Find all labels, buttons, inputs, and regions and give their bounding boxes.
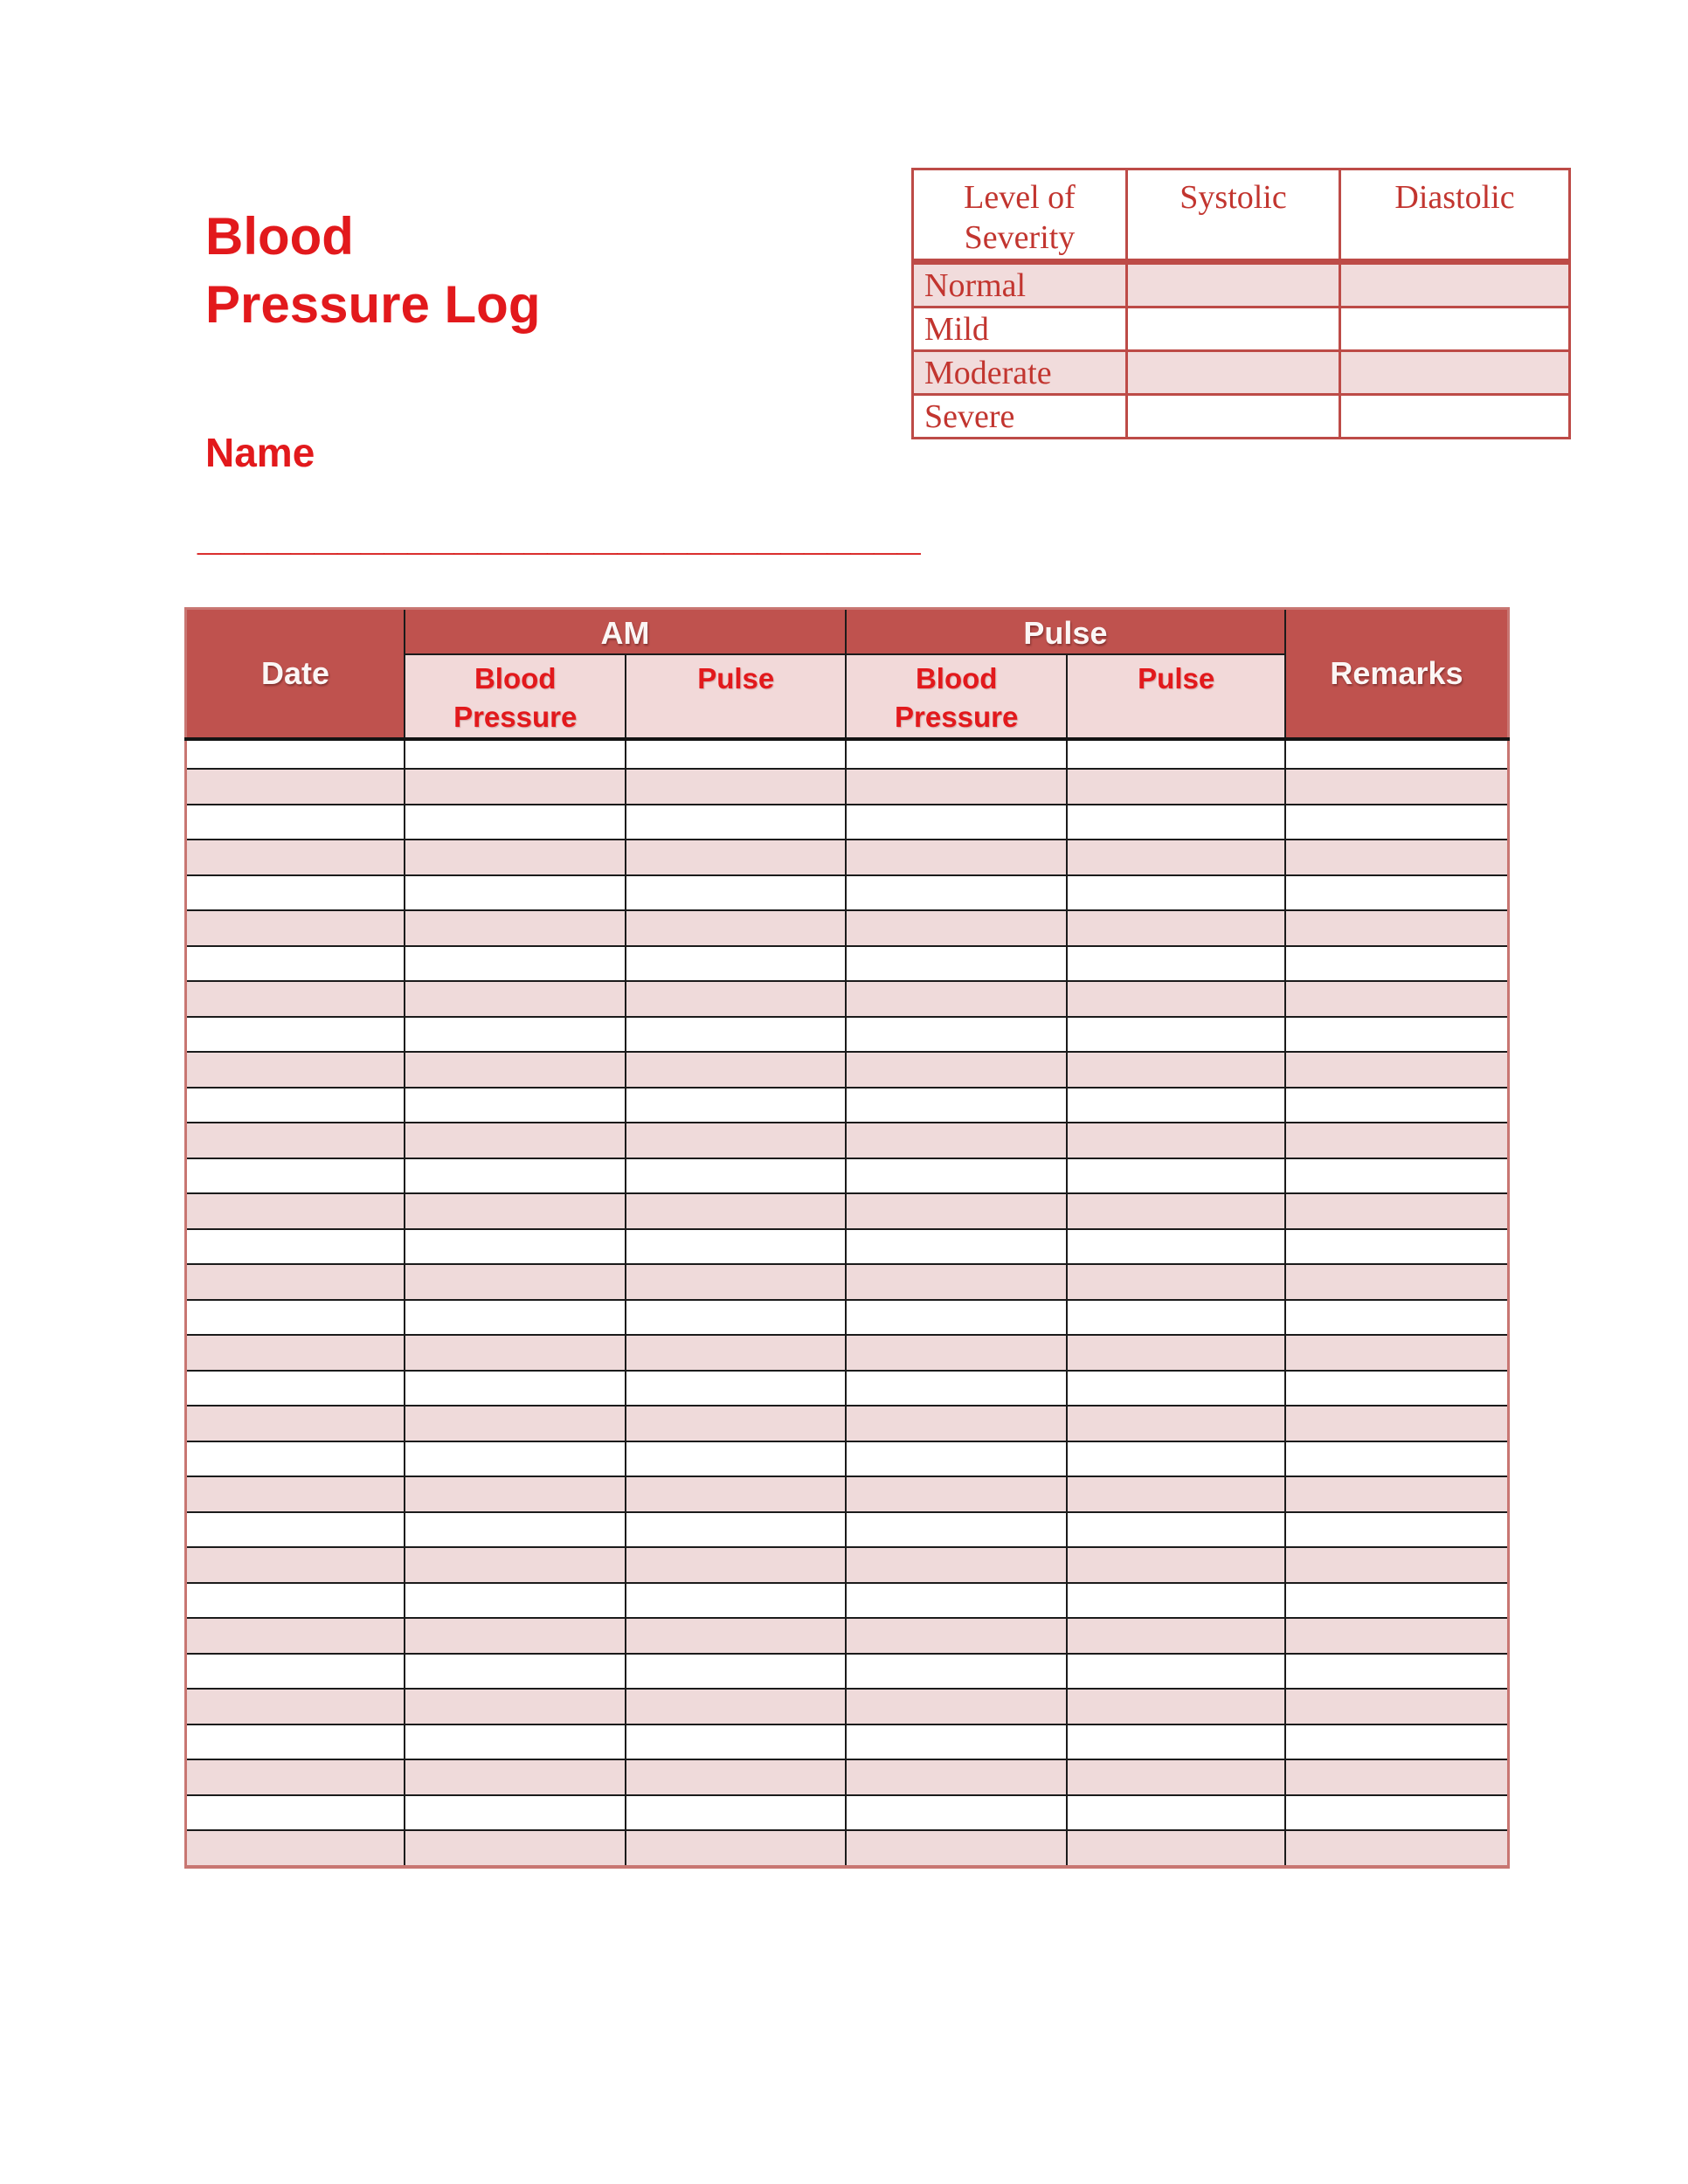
cell-am-blood-pressure[interactable] [405,1052,626,1088]
blood-pressure-log-table [184,607,1510,1869]
cell-pm-pulse[interactable] [1067,1441,1285,1477]
cell-remarks[interactable] [1285,739,1509,769]
log-table-row [186,1759,1509,1795]
cell-pm-blood-pressure[interactable] [846,875,1067,911]
log-table-row [186,1088,1509,1123]
severity-diastolic-value[interactable] [1340,308,1570,351]
log-table-row [186,1406,1509,1441]
severity-reference-table [911,168,1571,439]
cell-date[interactable] [186,1371,405,1406]
cell-am-blood-pressure[interactable] [405,910,626,946]
subcolumn-header-am-blood-pressure: Blood Pressure [405,654,626,739]
cell-pm-pulse[interactable] [1067,1583,1285,1619]
cell-pm-blood-pressure[interactable] [846,1689,1067,1724]
cell-remarks[interactable] [1285,1476,1509,1512]
cell-pm-blood-pressure[interactable] [846,1618,1067,1654]
cell-am-pulse[interactable] [626,1088,845,1123]
cell-am-pulse[interactable] [626,1052,845,1088]
log-table-row [186,840,1509,875]
cell-date[interactable] [186,1017,405,1053]
severity-header-level: Level of Severity [913,169,1127,262]
cell-am-blood-pressure[interactable] [405,1759,626,1795]
cell-pm-blood-pressure[interactable] [846,1759,1067,1795]
log-table-row [186,1618,1509,1654]
cell-remarks[interactable] [1285,981,1509,1017]
log-table-row [186,1830,1509,1867]
cell-pm-pulse[interactable] [1067,840,1285,875]
cell-am-blood-pressure[interactable] [405,805,626,840]
cell-pm-blood-pressure[interactable] [846,1371,1067,1406]
cell-am-pulse[interactable] [626,1795,845,1831]
cell-pm-pulse[interactable] [1067,1193,1285,1229]
log-table-row [186,910,1509,946]
cell-date[interactable] [186,1512,405,1548]
severity-label: Severe [913,395,1127,439]
cell-am-blood-pressure[interactable] [405,1795,626,1831]
cell-date[interactable] [186,1583,405,1619]
log-table-row [186,1689,1509,1724]
cell-pm-pulse[interactable] [1067,1088,1285,1123]
log-table-body [186,739,1509,1867]
cell-date[interactable] [186,1300,405,1336]
cell-am-pulse[interactable] [626,739,845,769]
severity-label: Moderate [913,351,1127,395]
page-title-line1: Blood [205,207,354,266]
cell-pm-pulse[interactable] [1067,1759,1285,1795]
subcolumn-header-am-pulse: Pulse [626,654,845,739]
severity-row-moderate [913,351,1570,395]
log-table-row [186,1300,1509,1336]
severity-label: Mild [913,308,1127,351]
cell-remarks[interactable] [1285,1158,1509,1194]
cell-am-blood-pressure[interactable] [405,1618,626,1654]
cell-am-blood-pressure[interactable] [405,840,626,875]
cell-am-pulse[interactable] [626,1830,845,1867]
cell-pm-blood-pressure[interactable] [846,910,1067,946]
cell-date[interactable] [186,1264,405,1300]
cell-am-pulse[interactable] [626,1406,845,1441]
cell-pm-blood-pressure[interactable] [846,981,1067,1017]
severity-diastolic-value[interactable] [1340,262,1570,308]
cell-am-blood-pressure[interactable] [405,1193,626,1229]
cell-remarks[interactable] [1285,769,1509,805]
cell-am-pulse[interactable] [626,1300,845,1336]
cell-am-blood-pressure[interactable] [405,1264,626,1300]
cell-pm-blood-pressure[interactable] [846,1547,1067,1583]
cell-pm-blood-pressure[interactable] [846,1300,1067,1336]
cell-am-pulse[interactable] [626,1229,845,1265]
page-title-line2: Pressure Log [205,275,541,334]
cell-am-pulse[interactable] [626,1689,845,1724]
cell-am-pulse[interactable] [626,1512,845,1548]
cell-pm-blood-pressure[interactable] [846,1830,1067,1867]
cell-date[interactable] [186,1123,405,1158]
cell-pm-pulse[interactable] [1067,1689,1285,1724]
cell-date[interactable] [186,1052,405,1088]
cell-am-blood-pressure[interactable] [405,1406,626,1441]
severity-systolic-value[interactable] [1127,351,1340,395]
cell-pm-blood-pressure[interactable] [846,1406,1067,1441]
cell-pm-blood-pressure[interactable] [846,1512,1067,1548]
cell-date[interactable] [186,1654,405,1690]
log-table-row [186,1476,1509,1512]
cell-date[interactable] [186,1229,405,1265]
cell-pm-blood-pressure[interactable] [846,1123,1067,1158]
cell-am-blood-pressure[interactable] [405,1158,626,1194]
cell-pm-pulse[interactable] [1067,739,1285,769]
severity-row-mild [913,308,1570,351]
cell-am-blood-pressure[interactable] [405,1300,626,1336]
cell-date[interactable] [186,1476,405,1512]
cell-am-pulse[interactable] [626,1476,845,1512]
cell-date[interactable] [186,981,405,1017]
cell-am-blood-pressure[interactable] [405,1689,626,1724]
cell-date[interactable] [186,1547,405,1583]
column-header-am: AM [405,609,846,655]
log-table-row [186,1017,1509,1053]
cell-remarks[interactable] [1285,1335,1509,1371]
log-table-row [186,1193,1509,1229]
severity-header-row [913,169,1570,262]
log-header-group-row [186,609,1509,655]
cell-am-blood-pressure[interactable] [405,1476,626,1512]
cell-remarks[interactable] [1285,840,1509,875]
cell-date[interactable] [186,910,405,946]
cell-am-blood-pressure[interactable] [405,1830,626,1867]
cell-pm-pulse[interactable] [1067,1052,1285,1088]
cell-pm-blood-pressure[interactable] [846,739,1067,769]
cell-pm-pulse[interactable] [1067,1795,1285,1831]
cell-am-pulse[interactable] [626,1547,845,1583]
cell-remarks[interactable] [1285,1123,1509,1158]
cell-remarks[interactable] [1285,1193,1509,1229]
subcolumn-header-pm-blood-pressure: Blood Pressure [846,654,1067,739]
cell-pm-pulse[interactable] [1067,1547,1285,1583]
cell-pm-pulse[interactable] [1067,981,1285,1017]
cell-pm-pulse[interactable] [1067,1371,1285,1406]
severity-row-normal [913,262,1570,308]
cell-pm-blood-pressure[interactable] [846,840,1067,875]
cell-am-blood-pressure[interactable] [405,981,626,1017]
cell-remarks[interactable] [1285,1795,1509,1831]
cell-date[interactable] [186,1335,405,1371]
log-table-row [186,1724,1509,1760]
cell-pm-blood-pressure[interactable] [846,1017,1067,1053]
cell-pm-blood-pressure[interactable] [846,1158,1067,1194]
cell-pm-pulse[interactable] [1067,769,1285,805]
severity-systolic-value[interactable] [1127,308,1340,351]
cell-pm-pulse[interactable] [1067,910,1285,946]
log-table-row [186,1264,1509,1300]
severity-diastolic-value[interactable] [1340,351,1570,395]
log-table-row [186,1547,1509,1583]
cell-pm-pulse[interactable] [1067,1158,1285,1194]
cell-pm-pulse[interactable] [1067,1264,1285,1300]
cell-am-pulse[interactable] [626,1193,845,1229]
cell-pm-blood-pressure[interactable] [846,1088,1067,1123]
cell-am-pulse[interactable] [626,1618,845,1654]
cell-am-blood-pressure[interactable] [405,1547,626,1583]
cell-pm-pulse[interactable] [1067,875,1285,911]
cell-remarks[interactable] [1285,1300,1509,1336]
cell-remarks[interactable] [1285,1689,1509,1724]
cell-pm-blood-pressure[interactable] [846,1583,1067,1619]
cell-date[interactable] [186,1158,405,1194]
cell-am-blood-pressure[interactable] [405,1229,626,1265]
cell-date[interactable] [186,805,405,840]
log-table-row [186,946,1509,982]
cell-am-pulse[interactable] [626,981,845,1017]
cell-pm-blood-pressure[interactable] [846,1441,1067,1477]
log-table-row [186,1795,1509,1831]
cell-am-pulse[interactable] [626,1724,845,1760]
severity-systolic-value[interactable] [1127,395,1340,439]
severity-diastolic-value[interactable] [1340,395,1570,439]
cell-am-blood-pressure[interactable] [405,1583,626,1619]
cell-am-pulse[interactable] [626,1123,845,1158]
name-underline-field[interactable]: _______________________________ [197,513,921,559]
log-table-row [186,981,1509,1017]
cell-remarks[interactable] [1285,1052,1509,1088]
cell-am-blood-pressure[interactable] [405,739,626,769]
cell-pm-blood-pressure[interactable] [846,1724,1067,1760]
log-table-row [186,1441,1509,1477]
cell-remarks[interactable] [1285,1441,1509,1477]
cell-am-blood-pressure[interactable] [405,1441,626,1477]
cell-am-blood-pressure[interactable] [405,1724,626,1760]
cell-pm-blood-pressure[interactable] [846,1193,1067,1229]
cell-pm-pulse[interactable] [1067,1476,1285,1512]
cell-pm-pulse[interactable] [1067,1618,1285,1654]
cell-pm-blood-pressure[interactable] [846,946,1067,982]
cell-pm-pulse[interactable] [1067,1300,1285,1336]
cell-am-pulse[interactable] [626,840,845,875]
cell-remarks[interactable] [1285,1264,1509,1300]
cell-remarks[interactable] [1285,1371,1509,1406]
cell-pm-pulse[interactable] [1067,1017,1285,1053]
cell-am-pulse[interactable] [626,1583,845,1619]
subcolumn-header-pm-pulse: Pulse [1067,654,1285,739]
cell-pm-pulse[interactable] [1067,1724,1285,1760]
cell-date[interactable] [186,1193,405,1229]
cell-am-blood-pressure[interactable] [405,1123,626,1158]
cell-pm-blood-pressure[interactable] [846,769,1067,805]
cell-am-blood-pressure[interactable] [405,1017,626,1053]
log-table-row [186,1654,1509,1690]
log-table-row [186,875,1509,911]
cell-pm-pulse[interactable] [1067,1335,1285,1371]
cell-remarks[interactable] [1285,1618,1509,1654]
cell-date[interactable] [186,1724,405,1760]
cell-pm-blood-pressure[interactable] [846,1654,1067,1690]
cell-am-pulse[interactable] [626,1371,845,1406]
cell-am-pulse[interactable] [626,1654,845,1690]
page-title [205,203,540,339]
cell-am-pulse[interactable] [626,1759,845,1795]
column-header-remarks: Remarks [1285,609,1509,740]
log-table-row [186,1158,1509,1194]
cell-date[interactable] [186,769,405,805]
cell-remarks[interactable] [1285,1759,1509,1795]
cell-am-pulse[interactable] [626,875,845,911]
cell-remarks[interactable] [1285,1654,1509,1690]
cell-remarks[interactable] [1285,1547,1509,1583]
cell-date[interactable] [186,840,405,875]
cell-remarks[interactable] [1285,1583,1509,1619]
cell-remarks[interactable] [1285,1512,1509,1548]
cell-am-pulse[interactable] [626,1441,845,1477]
cell-remarks[interactable] [1285,805,1509,840]
cell-am-blood-pressure[interactable] [405,1335,626,1371]
cell-am-pulse[interactable] [626,805,845,840]
cell-am-pulse[interactable] [626,1158,845,1194]
severity-header-diastolic: Diastolic [1340,169,1570,262]
log-table-row [186,1512,1509,1548]
cell-am-pulse[interactable] [626,1335,845,1371]
cell-am-pulse[interactable] [626,910,845,946]
log-table-row [186,1583,1509,1619]
cell-date[interactable] [186,1830,405,1867]
cell-am-blood-pressure[interactable] [405,1512,626,1548]
log-table-row [186,769,1509,805]
cell-am-pulse[interactable] [626,946,845,982]
cell-pm-blood-pressure[interactable] [846,1476,1067,1512]
cell-date[interactable] [186,875,405,911]
cell-am-blood-pressure[interactable] [405,1088,626,1123]
cell-pm-pulse[interactable] [1067,1229,1285,1265]
cell-remarks[interactable] [1285,1830,1509,1867]
log-table-row [186,1052,1509,1088]
cell-pm-blood-pressure[interactable] [846,1335,1067,1371]
cell-date[interactable] [186,739,405,769]
cell-date[interactable] [186,1795,405,1831]
column-header-pm: Pulse [846,609,1285,655]
cell-am-blood-pressure[interactable] [405,946,626,982]
cell-pm-blood-pressure[interactable] [846,1229,1067,1265]
cell-pm-blood-pressure[interactable] [846,805,1067,840]
cell-remarks[interactable] [1285,1229,1509,1265]
log-table-row [186,1229,1509,1265]
log-table-row [186,1335,1509,1371]
cell-pm-blood-pressure[interactable] [846,1795,1067,1831]
name-label: Name [205,430,315,475]
cell-remarks[interactable] [1285,875,1509,911]
log-table-row [186,739,1509,769]
cell-am-blood-pressure[interactable] [405,1654,626,1690]
cell-date[interactable] [186,1689,405,1724]
cell-am-pulse[interactable] [626,769,845,805]
cell-pm-blood-pressure[interactable] [846,1264,1067,1300]
severity-systolic-value[interactable] [1127,262,1340,308]
cell-pm-pulse[interactable] [1067,805,1285,840]
cell-pm-pulse[interactable] [1067,1406,1285,1441]
cell-remarks[interactable] [1285,1088,1509,1123]
cell-date[interactable] [186,1759,405,1795]
cell-date[interactable] [186,1406,405,1441]
severity-label: Normal [913,262,1127,308]
cell-remarks[interactable] [1285,910,1509,946]
cell-date[interactable] [186,1618,405,1654]
cell-am-blood-pressure[interactable] [405,875,626,911]
cell-am-pulse[interactable] [626,1017,845,1053]
cell-pm-pulse[interactable] [1067,1654,1285,1690]
log-table-row [186,1371,1509,1406]
cell-pm-pulse[interactable] [1067,946,1285,982]
severity-header-systolic: Systolic [1127,169,1340,262]
log-table-row [186,1123,1509,1158]
cell-am-pulse[interactable] [626,1264,845,1300]
cell-pm-pulse[interactable] [1067,1123,1285,1158]
cell-pm-pulse[interactable] [1067,1830,1285,1867]
cell-date[interactable] [186,1088,405,1123]
cell-remarks[interactable] [1285,1017,1509,1053]
cell-am-blood-pressure[interactable] [405,769,626,805]
column-header-date: Date [186,609,405,740]
log-table-row [186,805,1509,840]
cell-pm-pulse[interactable] [1067,1512,1285,1548]
cell-date[interactable] [186,1441,405,1477]
cell-am-blood-pressure[interactable] [405,1371,626,1406]
cell-remarks[interactable] [1285,1724,1509,1760]
cell-remarks[interactable] [1285,946,1509,982]
cell-pm-blood-pressure[interactable] [846,1052,1067,1088]
cell-date[interactable] [186,946,405,982]
severity-row-severe [913,395,1570,439]
cell-remarks[interactable] [1285,1406,1509,1441]
